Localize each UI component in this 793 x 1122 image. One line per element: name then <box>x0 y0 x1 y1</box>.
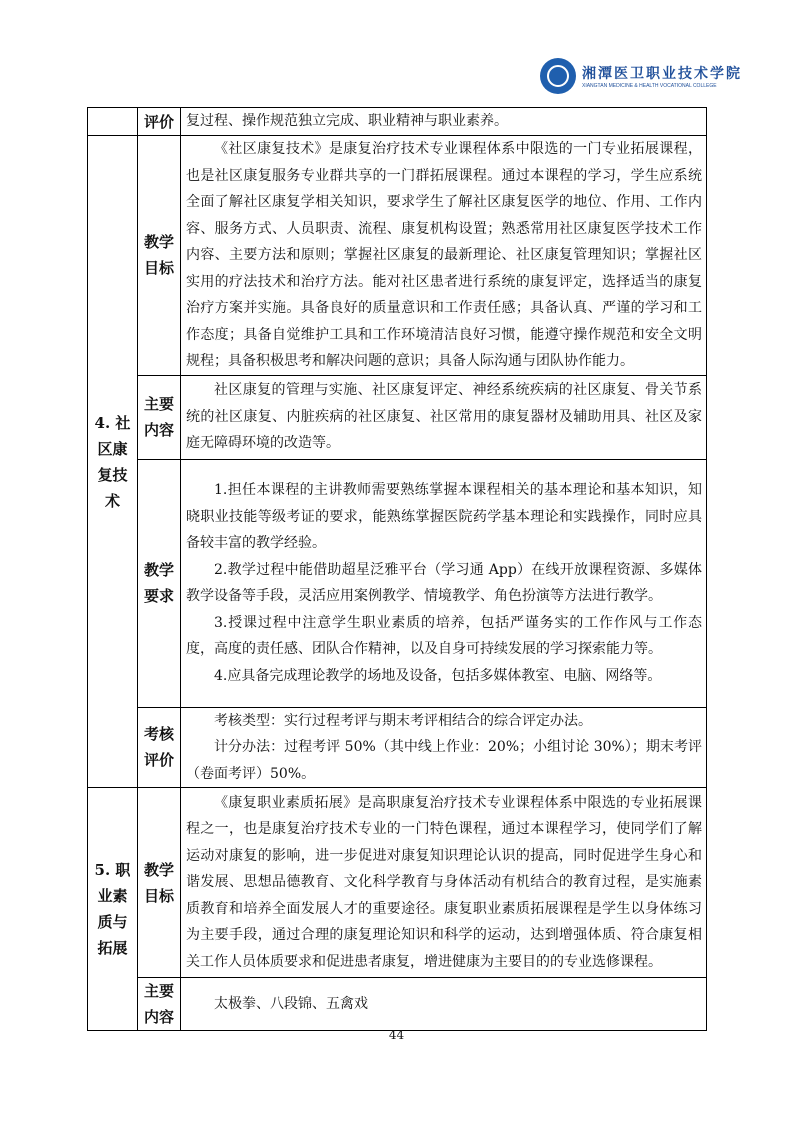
college-seal-icon <box>540 58 576 94</box>
requirement-item: 2.教学过程中能借助超星泛雅平台（学习通 App）在线开放课程资源、多媒体教学设备等手段，灵活应用案例教学、情境教学、角色扮演等方法进行教学。 <box>186 561 702 604</box>
requirements-label: 教学 要求 <box>138 459 181 707</box>
section4-title: 4. 社 区康 复技 术 <box>88 136 138 788</box>
requirement-item: 1.担任本课程的主讲教师需要熟练掌握本课程相关的基本理论和基本知识，知晓职业技能等级考证的要求，能熟练掌握医院药学基本理论和实践操作，同时应具备较丰富的教学经验。 <box>186 482 702 551</box>
objectives-label: 教学 目标 <box>138 136 181 376</box>
content-label: 主要 内容 <box>138 978 181 1031</box>
table-row <box>88 707 707 788</box>
logo-name-cn: 湘潭医卫职业技术学院 <box>582 66 742 82</box>
row-text: 复过程、操作规范独立完成、职业精神与职业素养。 <box>186 113 508 130</box>
table-row <box>88 978 707 1031</box>
table-row <box>88 375 707 459</box>
table-row <box>88 459 707 707</box>
page-number: 44 <box>388 1028 405 1042</box>
section5-title: 5. 职 业素 质与 拓展 <box>88 788 138 1031</box>
row-label: 评价 <box>138 108 181 136</box>
table-row <box>88 136 707 376</box>
requirement-item: 4.应具备完成理论教学的场地及设备，包括多媒体教室、电脑、网络等。 <box>214 667 662 684</box>
objectives-label: 教学 目标 <box>138 788 181 978</box>
content-text: 太极拳、八段锦、五禽戏 <box>214 995 368 1012</box>
objectives-text: 《康复职业素质拓展》是高职康复治疗技术专业课程体系中限选的专业拓展课程之一，也是康复治疗技术专业的一门特色课程，通过本课程学习，使同学们了解运动对康复的影响，进一步促进对康复知识理论认识的提高，同时促进学生身心和谐发展、思想品德教育、文化科学教育与身体活动有机结合的教育过程，是实施素质教育和培养全面发展人才的重要途径。康复职业素质拓展课程是学生以身体练习为主要手段，通过合理的康复理论知识和科学的运动，达到增强体质、符合康复相关工作人员体质要求和促进患者康复，增进健康为主要目的的专业选修课程。 <box>186 794 702 970</box>
requirement-item: 3.授课过程中注意学生职业素质的培养，包括严谨务实的工作作风与工作态度，高度的责任感、团队合作精神，以及自身可持续发展的学习探索能力等。 <box>186 614 702 657</box>
objectives-text: 《社区康复技术》是康复治疗技术专业课程体系中限选的一门专业拓展课程，也是社区康复服务专业群共享的一门群拓展课程。通过本课程的学习，学生应系统全面了解社区康复学相关知识，要求学生了解社区康复医学的地位、作用、工作内容、服务方式、人员职责、流程、康复机构设置；熟悉常用社区康复医学技术工作内容、主要方法和原则；掌握社区康复的最新理论、社区康复管理知识；掌握社区实用的疗法技术和治疗方法。能对社区患者进行系统的康复评定，选择适当的康复治疗方案并实施。具备良好的质量意识和工作责任感；具备认真、严谨的学习和工作态度；具备自觉维护工具和工作环境清洁良好习惯，能遵守操作规范和安全文明规程；具备积极思考和解决问题的意识；具备人际沟通与团队协作能力。 <box>186 141 702 369</box>
content-label: 主要 内容 <box>138 375 181 459</box>
logo-name-en: XIANGTAN MEDICINE & HEALTH VOCATIONAL COLLEGE <box>582 83 717 89</box>
assessment-label: 考核 评价 <box>138 707 181 788</box>
assessment-item: 考核类型：实行过程考评与期末考评相结合的综合评定办法。 <box>214 712 592 729</box>
table-row <box>88 788 707 978</box>
content-text: 社区康复的管理与实施、社区康复评定、神经系统疾病的社区康复、骨关节系统的社区康复、内脏疾病的社区康复、社区常用的康复器材及辅助用具、社区及家庭无障碍环境的改造等。 <box>186 382 702 452</box>
course-table <box>87 107 707 1031</box>
table-row <box>88 108 707 136</box>
college-logo <box>540 58 742 94</box>
assessment-item: 计分办法：过程考评 50%（其中线上作业：20%；小组讨论 30%）；期末考评（卷面考评）50%。 <box>186 739 702 782</box>
